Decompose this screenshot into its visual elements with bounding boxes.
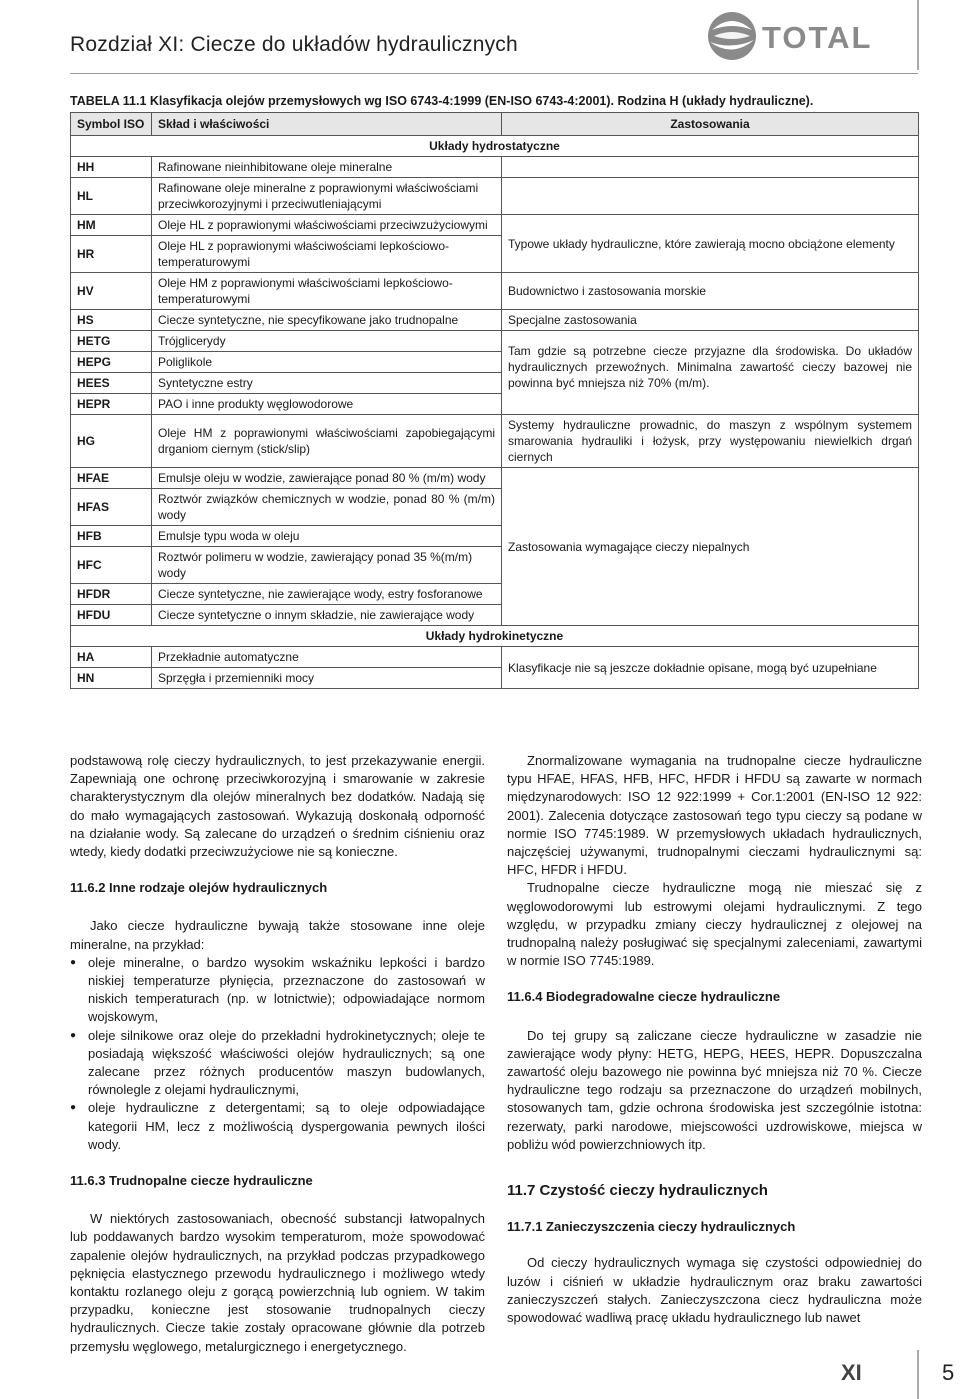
table-row: [71, 415, 919, 468]
total-logo: [706, 10, 891, 62]
col-header: Zastosowania: [502, 113, 919, 136]
col-header: Skład i właściwości: [152, 113, 502, 136]
table-row: [71, 310, 919, 331]
iso-symbol: HEPG: [71, 352, 152, 373]
paragraph: W niektórych zastosowaniach, obecność substancji łatwopalnych lub poddawanych bardzo wysokim temperaturom, może spowodować zapalenie olejów hydraulicznych, na przykład podczas przypadkowego pęknięcia elastycznego przewodu hydraulicznego i możliwego wtedy kontaktu rozlanego oleju z gorącą powierzchnią lub ogniem. W takim przypadku, konieczne jest stosowanie trudnopalnych cieczy hydraulicznych. Ciecze takie zostały opracowane głównie dla potrzeb przemysłu węglowego, metalurgicznego i energetycznego.: [70, 1211, 485, 1354]
table-row: [71, 157, 919, 178]
row-desc: Oleje HM z poprawionymi właściwościami lepkościowo-temperaturowymi: [152, 273, 502, 310]
iso-symbol: HFDR: [71, 584, 152, 605]
page-number: 5: [942, 1360, 955, 1385]
list-item: ● oleje hydrauliczne z detergentami; są to oleje odpowiadające kategorii HM, lecz z możliwością dyspergowania pewnych ilości wody.: [70, 1099, 485, 1154]
iso-symbol: HEPR: [71, 394, 152, 415]
row-desc: Roztwór związków chemicznych w wodzie, ponad 80 % (m/m) wody: [152, 489, 502, 526]
iso-symbol: HEES: [71, 373, 152, 394]
row-desc: Oleje HL z poprawionymi właściwościami lepkościowo-temperaturowymi: [152, 236, 502, 273]
iso-symbol: HFB: [71, 526, 152, 547]
iso-symbol: HV: [71, 273, 152, 310]
paragraph: Jako ciecze hydrauliczne bywają także stosowane inne oleje mineralne, na przykład:: [70, 918, 485, 952]
row-desc: Emulsje oleju w wodzie, zawierające ponad 80 % (m/m) wody: [152, 468, 502, 489]
row-desc: Ciecze syntetyczne o innym składzie, nie zawierające wody: [152, 605, 502, 626]
iso-symbol: HA: [71, 647, 152, 668]
row-app: Zastosowania wymagające cieczy niepalnych: [502, 468, 919, 626]
paragraph: podstawową rolę cieczy hydraulicznych, to jest przekazywanie energii. Zapewniają one ochronę przeciwkorozyjną i smarowanie w zakresie charakterystycznym dla olejów mineralnych bez dodatków. Nadają się do mało wymagających zastosowań. Wykazują doskonałą odporność na działanie wody. Są zalecane do urządzeń o średnim ciśnieniu oraz wtedy, kiedy dodatki przeciwzużyciowe nie są konieczne.: [70, 753, 485, 860]
iso-symbol: HR: [71, 236, 152, 273]
header-divider: [70, 73, 918, 74]
iso-symbol: HFAE: [71, 468, 152, 489]
iso-symbol: HS: [71, 310, 152, 331]
bullet-list: [70, 954, 485, 1154]
section-heading-11-6-3: 11.6.3 Trudnopalne ciecze hydrauliczne: [70, 1173, 313, 1189]
paragraph: Znormalizowane wymagania na trudnopalne ciecze hydrauliczne typu HFAE, HFAS, HFB, HFC, HFDR i HFDU są zawarte w normach międzynarodowych: ISO 12 922:1999 + Cor.1:2001 (EN-ISO 12 922: 2001). Zalecenia dotyczące zastosowań tego typu cieczy są podane w normie ISO 7745:1989. W przemysłowych układach hydraulicznych, najczęściej używanymi, trudnopalnymi cieczami hydraulicznymi są: HFC, HFDR i HFDU.: [507, 753, 922, 878]
margin-line-top: [917, 0, 919, 70]
table-header-row: [71, 113, 919, 136]
col-header: Symbol ISO: [71, 113, 152, 136]
row-desc: Trójglicerydy: [152, 331, 502, 352]
table-row: [71, 273, 919, 310]
iso-symbol: HFC: [71, 547, 152, 584]
iso-symbol: HFAS: [71, 489, 152, 526]
row-desc: Poliglikole: [152, 352, 502, 373]
right-column: [507, 752, 922, 1327]
iso-symbol: HL: [71, 178, 152, 215]
row-app: Klasyfikacje nie są jeszcze dokładnie opisane, mogą być uzupełniane: [502, 647, 919, 689]
row-app: Specjalne zastosowania: [502, 310, 919, 331]
chapter-number: XI: [841, 1360, 862, 1385]
table-row: [71, 178, 919, 215]
row-desc: Rafinowane oleje mineralne z poprawionymi właściwościami przeciwkorozyjnymi i przeciwutleniającymi: [152, 178, 502, 215]
section-hydrokinetic: Układy hydrokinetyczne: [71, 626, 919, 647]
iso-symbol: HETG: [71, 331, 152, 352]
section-heading-11-6-2: 11.6.2 Inne rodzaje olejów hydraulicznych: [70, 880, 328, 896]
iso-symbol: HH: [71, 157, 152, 178]
table-row: [71, 468, 919, 489]
row-app: Systemy hydrauliczne prowadnic, do maszyn z wspólnym systemem smarowania hydrauliki i łożysk, przy występowaniu niewielkich drgań ciernych: [502, 415, 919, 468]
paragraph: Trudnopalne ciecze hydrauliczne mogą nie mieszać się z węglowodorowymi lub estrowymi olejami hydraulicznymi. Z tego względu, w przypadku zmiany cieczy hydraulicznej z olejowej na trudnopalną należy posługiwać się specjalnymi zaleceniami, zawartymi w normie ISO 7745:1989.: [507, 880, 922, 969]
table-row: [71, 331, 919, 352]
section-hydrostatic: Układy hydrostatyczne: [71, 136, 919, 157]
table-row: [71, 215, 919, 236]
row-app: Tam gdzie są potrzebne ciecze przyjazne dla środowiska. Do układów hydraulicznych przewoźnych. Minimalna zawartość cieczy bazowej nie powinna być mniejsza niż 70% (m/m).: [502, 331, 919, 415]
row-desc: Emulsje typu woda w oleju: [152, 526, 502, 547]
row-app-empty: [502, 157, 919, 178]
margin-line-bottom: [917, 1350, 919, 1399]
section-heading-11-7: 11.7 Czystość cieczy hydraulicznych: [507, 1182, 768, 1200]
table-caption: TABELA 11.1 Klasyfikacja olejów przemysłowych wg ISO 6743-4:1999 (EN-ISO 6743-4:2001). Rodzina H (układy hydrauliczne).: [70, 94, 814, 108]
row-desc: Syntetyczne estry: [152, 373, 502, 394]
logo-text: TOTAL: [762, 20, 873, 55]
chapter-title: Rozdział XI: Ciecze do układów hydraulicznych: [70, 33, 518, 56]
section-heading-11-6-4: 11.6.4 Biodegradowalne ciecze hydrauliczne: [507, 989, 781, 1005]
list-item: ● oleje silnikowe oraz oleje do przekładni hydrokinetycznych; oleje te posiadają większość właściwości olejów hydraulicznych; są one zalecane przez różnych producentów maszyn budowlanych, równolegle z olejami hydraulicznymi,: [70, 1027, 485, 1100]
row-desc: Oleje HM z poprawionymi właściwościami zapobiegającymi drganiom ciernym (stick/slip): [152, 415, 502, 468]
section-heading-11-7-1: 11.7.1 Zanieczyszczenia cieczy hydraulicznych: [507, 1219, 796, 1235]
row-desc: Oleje HL z poprawionymi właściwościami przeciwzużyciowymi: [152, 215, 502, 236]
row-desc: Rafinowane nieinhibitowane oleje mineralne: [152, 157, 502, 178]
row-desc: Sprzęgła i przemienniki mocy: [152, 668, 502, 689]
table-row: [71, 647, 919, 668]
row-app-empty: [502, 178, 919, 215]
iso-symbol: HM: [71, 215, 152, 236]
iso-symbol: HN: [71, 668, 152, 689]
paragraph: Od cieczy hydraulicznych wymaga się czystości odpowiedniej do luzów i ciśnień w układzie hydraulicznym oraz braku zawartości zanieczyszczeń stałych. Zanieczyszczona ciecz hydrauliczna może spowodować wadliwą pracę układu hydraulicznego lub nawet: [507, 1255, 922, 1326]
row-app: Typowe układy hydrauliczne, które zawierają mocno obciążone elementy: [502, 215, 919, 273]
iso-symbol: HG: [71, 415, 152, 468]
section-row: [71, 626, 919, 647]
list-item: ● oleje mineralne, o bardzo wysokim wskaźniku lepkości i bardzo niskiej temperaturze płynięcia, przeznaczone do zastosowań w niskich temperaturach (np. w lotnictwie); odpowiadające normom wojskowym,: [70, 954, 485, 1027]
iso-symbol: HFDU: [71, 605, 152, 626]
row-app: Budownictwo i zastosowania morskie: [502, 273, 919, 310]
iso-classification-table: [70, 112, 919, 689]
row-desc: PAO i inne produkty węglowodorowe: [152, 394, 502, 415]
section-row: [71, 136, 919, 157]
row-desc: Ciecze syntetyczne, nie zawierające wody, estry fosforanowe: [152, 584, 502, 605]
left-column: [70, 752, 485, 1356]
row-desc: Przekładnie automatyczne: [152, 647, 502, 668]
row-desc: Roztwór polimeru w wodzie, zawierający ponad 35 %(m/m) wody: [152, 547, 502, 584]
paragraph: Do tej grupy są zaliczane ciecze hydrauliczne w zasadzie nie zawierające wody płyny: HETG, HEPG, HEES, HEPR. Dopuszczalna zawartość oleju bazowego nie powinna być mniejsza niż 70 %. Ciecze hydrauliczne tego rodzaju sa przeznaczone do urządzeń mobilnych, stosowanych tam, gdzie ochrona środowiska jest szczególnie istotna: rezerwaty, parki narodowe, miejscowości uzdrowiskowe, miejsca w pobliżu wód powierzchniowych itp.: [507, 1027, 922, 1152]
row-desc: Ciecze syntetyczne, nie specyfikowane jako trudnopalne: [152, 310, 502, 331]
